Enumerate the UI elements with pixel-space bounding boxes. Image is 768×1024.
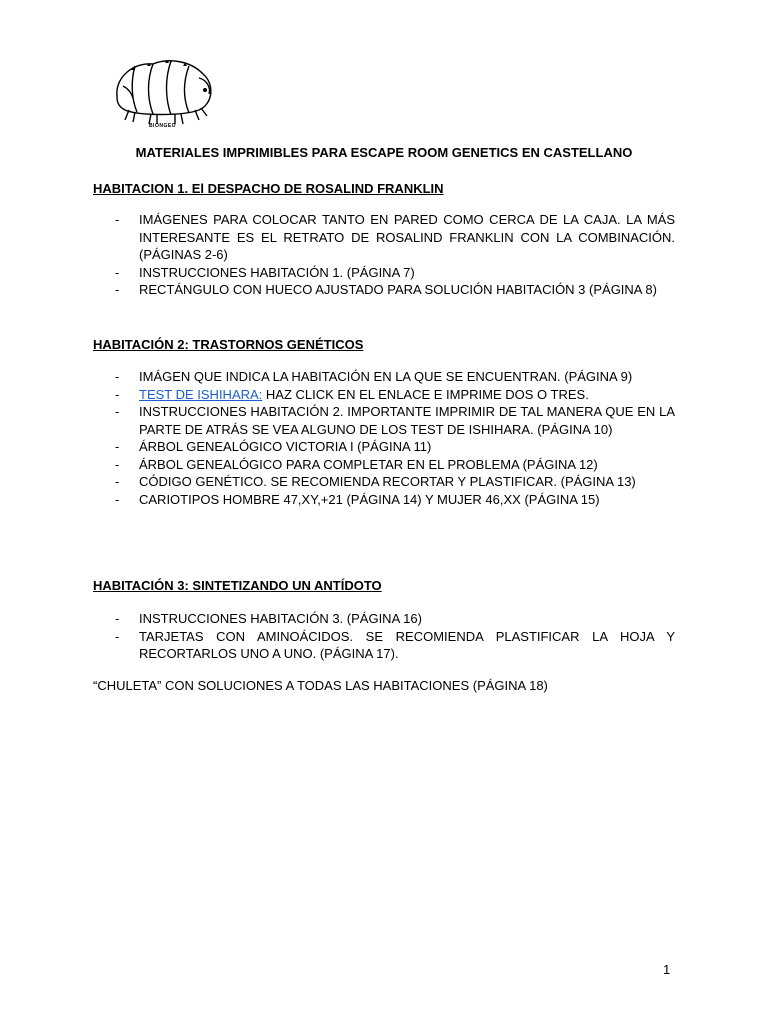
list-dash: - (115, 386, 120, 402)
list-item: - INSTRUCCIONES HABITACIÓN 3. (PÁGINA 16) (115, 611, 422, 626)
list-item: - INSTRUCCIONES HABITACIÓN 2. IMPORTANTE IMPRIMIR DE TAL MANERA QUE EN LA PARTE DE ATRÁS SE VEA ALGUNO DE LOS TEST DE ISHIHARA. (PÁGINA 10) (115, 404, 675, 437)
section-heading-room-3: HABITACIÓN 3: SINTETIZANDO UN ANTÍDOTO (93, 578, 382, 593)
list-item: - RECTÁNGULO CON HUECO AJUSTADO PARA SOLUCIÓN HABITACIÓN 3 (PÁGINA 8) (115, 282, 657, 297)
list-item: - TEST DE ISHIHARA: HAZ CLICK EN EL ENLACE E IMPRIME DOS O TRES. (115, 386, 589, 402)
list-dash: - (115, 404, 120, 419)
list-dash: - (115, 264, 120, 280)
solutions-note: “CHULETA” CON SOLUCIONES A TODAS LAS HABITACIONES (PÁGINA 18) (93, 678, 548, 693)
list-dash: - (115, 369, 120, 384)
list-dash: - (115, 474, 120, 489)
ishihara-test-link[interactable]: TEST DE ISHIHARA: (139, 386, 263, 402)
logo (95, 48, 230, 140)
logo-text: BIONGEO (148, 123, 177, 129)
list-dash: - (115, 282, 120, 297)
list-dash: - (115, 456, 120, 472)
list-dash: - (115, 212, 120, 227)
list-dash: - (115, 628, 120, 644)
section-heading-room-2: HABITACIÓN 2: TRASTORNOS GENÉTICOS (93, 337, 364, 352)
list-item: - ÁRBOL GENEALÓGICO VICTORIA I (PÁGINA 11) (115, 439, 432, 454)
list-item: - IMÁGEN QUE INDICA LA HABITACIÓN EN LA QUE SE ENCUENTRAN. (PÁGINA 9) (115, 369, 633, 384)
document-title: MATERIALES IMPRIMIBLES PARA ESCAPE ROOM GENETICS EN CASTELLANO (135, 145, 633, 160)
section-1-list (93, 211, 675, 299)
list-dash: - (115, 611, 120, 626)
list-item: - IMÁGENES PARA COLOCAR TANTO EN PARED COMO CERCA DE LA CAJA. LA MÁS INTERESANTE ES EL RETRATO DE ROSALIND FRANKLIN CON LA COMBINACIÓN. (PÁGINAS 2-6) (115, 212, 675, 262)
list-dash: - (115, 491, 120, 507)
list-item: - TARJETAS CON AMINOÁCIDOS. SE RECOMIENDA PLASTIFICAR LA HOJA Y RECORTARLOS UNO A UNO. (PÁGINA 17). (115, 628, 675, 661)
list-dash: - (115, 439, 120, 454)
list-item: - INSTRUCCIONES HABITACIÓN 1. (PÁGINA 7) (115, 264, 415, 280)
list-item: - CARIOTIPOS HOMBRE 47,XY,+21 (PÁGINA 14) Y MUJER 46,XX (PÁGINA 15) (115, 491, 600, 507)
page-number: 1 (663, 962, 671, 977)
list-item: - CÓDIGO GENÉTICO. SE RECOMIENDA RECORTAR Y PLASTIFICAR. (PÁGINA 13) (115, 474, 636, 489)
section-heading-room-1: HABITACION 1. El DESPACHO DE ROSALIND FRANKLIN (93, 181, 444, 196)
section-2-list (93, 368, 675, 508)
list-item: - ÁRBOL GENEALÓGICO PARA COMPLETAR EN EL PROBLEMA (PÁGINA 12) (115, 456, 598, 472)
section-3-list (93, 610, 675, 663)
